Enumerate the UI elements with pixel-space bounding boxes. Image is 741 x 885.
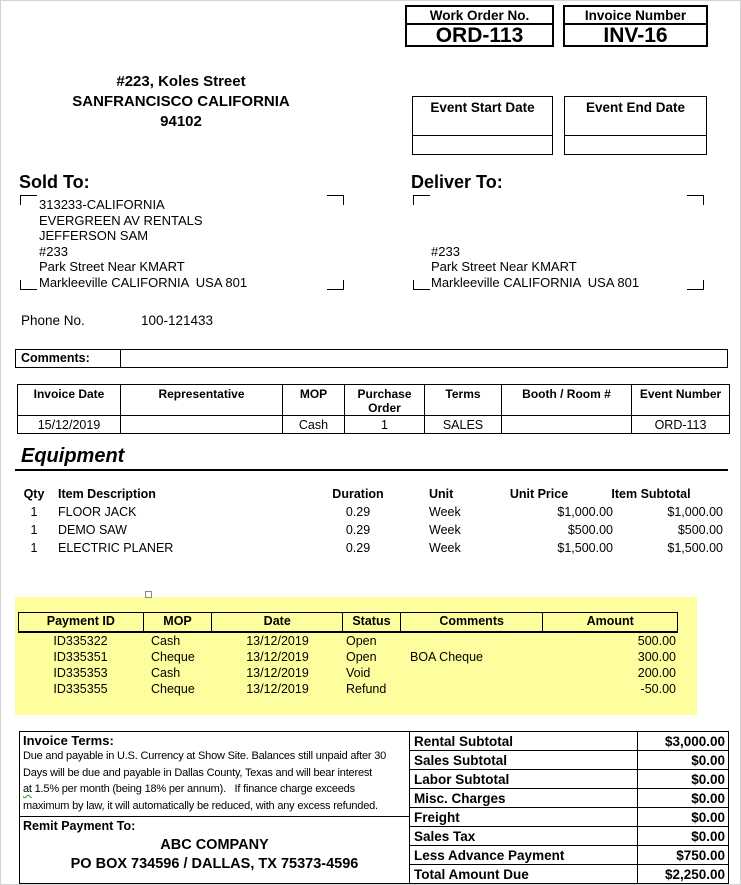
equipment-rule xyxy=(15,469,728,471)
invoice-terms-line xyxy=(23,781,406,798)
equipment-row xyxy=(1,539,741,557)
payment-status: Refund xyxy=(346,682,387,696)
representative-value xyxy=(121,416,283,434)
equipment-unit-price: $1,000.00 xyxy=(557,505,613,519)
remit-company: ABC COMPANY xyxy=(160,837,269,853)
remit-payment-label: Remit Payment To: xyxy=(23,819,136,833)
sold-to-line: Markleeville CALIFORNIA USA 801 xyxy=(39,274,248,290)
total-value: $0.00 xyxy=(637,789,728,807)
total-label: Sales Tax xyxy=(414,828,476,844)
equipment-section-title: Equipment xyxy=(21,445,125,467)
equipment-qty: 1 xyxy=(30,523,38,537)
payment-date: 13/12/2019 xyxy=(246,682,309,696)
remit-payment xyxy=(20,817,409,883)
payment-amount: 500.00 xyxy=(637,634,676,648)
equipment-header-unit-price: Unit Price xyxy=(509,487,569,501)
equipment-unit-price: $1,500.00 xyxy=(557,541,613,555)
equipment-duration: 0.29 xyxy=(345,505,371,519)
phone-label: Phone No. xyxy=(21,313,85,328)
order-info-header: Terms xyxy=(425,385,502,416)
work-order-label: Work Order No. xyxy=(407,7,552,25)
deliver-to-line: Park Street Near KMART xyxy=(431,259,577,274)
event-start-date-label: Event Start Date xyxy=(430,100,535,115)
total-label: Labor Subtotal xyxy=(414,771,510,787)
corner-bracket-icon xyxy=(687,280,704,290)
invoice-terms-title: Invoice Terms: xyxy=(23,733,114,748)
total-value: $750.00 xyxy=(637,846,728,864)
invoice-terms-line-rest: 1.5% per month (being 18% per annum). If finance charge exceeds xyxy=(31,783,355,795)
payment-amount: 200.00 xyxy=(637,666,676,680)
total-row xyxy=(410,732,728,751)
sold-to-line: #233 xyxy=(39,243,68,259)
remit-address: PO BOX 734596 / DALLAS, TX 75373-4596 xyxy=(70,856,359,872)
event-start-date-box xyxy=(412,96,553,155)
equipment-header-duration: Duration xyxy=(332,487,384,501)
payments-header-comments: Comments xyxy=(401,613,544,631)
footer-section xyxy=(19,731,729,884)
payment-comments xyxy=(401,633,544,649)
payment-date: 13/12/2019 xyxy=(246,666,309,680)
order-info-header-row xyxy=(18,385,730,416)
payment-row xyxy=(18,633,678,649)
equipment-item-subtotal: $1,000.00 xyxy=(667,505,723,519)
payment-amount: -50.00 xyxy=(640,682,676,696)
total-label: Total Amount Due xyxy=(414,866,529,882)
work-order-value: ORD-113 xyxy=(435,24,524,47)
corner-bracket-icon xyxy=(687,195,704,205)
payment-row xyxy=(18,681,678,697)
equipment-unit: Week xyxy=(429,541,461,555)
payment-mop: Cash xyxy=(151,634,181,648)
event-end-date-box xyxy=(564,96,707,155)
equipment-row xyxy=(1,521,741,539)
payment-row xyxy=(18,665,678,681)
payment-date: 13/12/2019 xyxy=(246,650,309,664)
payment-id: ID335355 xyxy=(53,682,108,696)
invoice-number-label: Invoice Number xyxy=(565,7,706,25)
order-info-header: Booth / Room # xyxy=(502,385,632,416)
payment-mop: Cash xyxy=(151,666,181,680)
event-end-date-divider xyxy=(565,135,706,136)
totals-table xyxy=(409,731,729,884)
deliver-to-line xyxy=(431,213,639,229)
work-order-box xyxy=(405,5,554,47)
equipment-item-subtotal: $1,500.00 xyxy=(667,541,723,555)
invoice-terms-misspell: at xyxy=(23,783,32,795)
order-info-header: Invoice Date xyxy=(18,385,121,416)
total-value: $3,000.00 xyxy=(637,732,728,750)
invoice-number-value: INV-16 xyxy=(603,24,668,47)
total-label: Less Advance Payment xyxy=(414,847,565,863)
company-address-line2: SANFRANCISCO CALIFORNIA xyxy=(72,93,290,110)
deliver-to-line xyxy=(431,228,639,244)
corner-bracket-icon xyxy=(327,280,344,290)
payment-comments xyxy=(401,665,544,681)
company-address-line3: 94102 xyxy=(160,113,202,130)
equipment-header-qty: Qty xyxy=(23,487,45,501)
total-row xyxy=(410,808,728,827)
empty-checkbox-icon xyxy=(145,591,152,598)
corner-bracket-icon xyxy=(20,195,37,205)
invoice-terms xyxy=(20,732,409,817)
total-label: Misc. Charges xyxy=(414,790,506,806)
company-address-line1: #223, Koles Street xyxy=(116,73,246,90)
payments-rows xyxy=(18,633,678,697)
total-label: Freight xyxy=(414,809,460,825)
invoice-date-value: 15/12/2019 xyxy=(18,416,121,434)
payment-date: 13/12/2019 xyxy=(246,634,309,648)
payments-header-date: Date xyxy=(212,613,343,631)
payment-comments xyxy=(401,681,544,697)
equipment-header-description: Item Description xyxy=(58,487,156,501)
equipment-qty: 1 xyxy=(30,541,38,555)
invoice-terms-line: maximum by law, it will automatically be reduced, with any excess refunded. xyxy=(23,799,378,812)
comments-box xyxy=(15,349,728,368)
payments-header-row xyxy=(18,612,678,633)
booth-room-value xyxy=(502,416,632,434)
event-number-value: ORD-113 xyxy=(632,416,730,434)
purchase-order-value: 1 xyxy=(345,416,425,434)
sold-to-heading: Sold To: xyxy=(19,172,90,192)
order-info-data-row xyxy=(18,416,730,434)
equipment-duration: 0.29 xyxy=(345,523,371,537)
total-row xyxy=(410,789,728,808)
total-value: $0.00 xyxy=(637,751,728,769)
deliver-to-line: #233 xyxy=(431,243,460,259)
order-info-header: MOP xyxy=(283,385,345,416)
deliver-to-line: Markleeville CALIFORNIA USA 801 xyxy=(431,274,640,290)
comments-value xyxy=(121,350,727,367)
equipment-description: DEMO SAW xyxy=(58,523,127,537)
sold-to-line: JEFFERSON SAM xyxy=(39,228,149,243)
phone-value: 100-121433 xyxy=(141,313,214,328)
sold-to-address xyxy=(39,197,247,290)
invoice-terms-line: Due and payable in U.S. Currency at Show Site. Balances still unpaid after 30 xyxy=(23,750,387,762)
payment-status: Open xyxy=(346,650,377,664)
event-end-date-label: Event End Date xyxy=(585,100,686,115)
equipment-unit-price: $500.00 xyxy=(567,523,613,537)
total-row xyxy=(410,751,728,770)
total-row xyxy=(410,770,728,789)
equipment-duration: 0.29 xyxy=(345,541,371,555)
terms-value: SALES xyxy=(425,416,502,434)
total-value: $0.00 xyxy=(637,827,728,845)
payments-header-id: Payment ID xyxy=(19,613,144,631)
payment-row xyxy=(18,649,678,665)
corner-bracket-icon xyxy=(327,195,344,205)
total-row xyxy=(410,865,728,883)
equipment-unit: Week xyxy=(429,505,461,519)
corner-bracket-icon xyxy=(413,195,430,205)
comments-label: Comments: xyxy=(16,350,121,367)
corner-bracket-icon xyxy=(413,280,430,290)
payment-mop: Cheque xyxy=(151,650,195,664)
sold-to-line: EVERGREEN AV RENTALS xyxy=(39,212,203,228)
invoice-terms-line: Days will be due and payable in Dallas County, Texas and will bear interest xyxy=(23,766,373,779)
corner-bracket-icon xyxy=(20,280,37,290)
equipment-header-row xyxy=(1,485,741,503)
order-info-header: Event Number xyxy=(632,385,730,416)
terms-remit-box xyxy=(19,731,409,884)
sold-to-line: Park Street Near KMART xyxy=(39,259,185,274)
payment-mop: Cheque xyxy=(151,682,195,696)
equipment-description: FLOOR JACK xyxy=(58,505,137,519)
equipment-header-item-subtotal: Item Subtotal xyxy=(611,487,691,501)
total-row xyxy=(410,827,728,846)
payments-header-amount: Amount xyxy=(586,614,634,628)
equipment-item-subtotal: $500.00 xyxy=(677,523,723,537)
total-row xyxy=(410,846,728,865)
deliver-to-line xyxy=(431,197,639,213)
mop-value: Cash xyxy=(283,416,345,434)
order-info-header: Representative xyxy=(121,385,283,416)
total-label: Rental Subtotal xyxy=(414,733,514,749)
payment-comments: BOA Cheque xyxy=(410,650,483,664)
sold-to-line: 313233-CALIFORNIA xyxy=(39,197,165,212)
total-value: $0.00 xyxy=(637,770,728,788)
payment-id: ID335353 xyxy=(53,666,108,680)
total-label: Sales Subtotal xyxy=(414,752,508,768)
order-info-table xyxy=(17,384,730,434)
event-start-date-divider xyxy=(413,135,552,136)
company-address xyxy=(21,72,341,132)
payment-id: ID335322 xyxy=(53,634,108,648)
equipment-unit: Week xyxy=(429,523,461,537)
payment-id: ID335351 xyxy=(53,650,108,664)
payment-amount: 300.00 xyxy=(637,650,676,664)
equipment-table xyxy=(1,485,741,557)
equipment-header-unit: Unit xyxy=(429,487,454,501)
deliver-to-address xyxy=(431,197,639,290)
equipment-row xyxy=(1,503,741,521)
payments-header-status: Status xyxy=(343,613,401,631)
equipment-description: ELECTRIC PLANER xyxy=(58,541,174,555)
equipment-qty: 1 xyxy=(30,505,38,519)
payments-header-mop: MOP xyxy=(144,613,213,631)
total-value: $2,250.00 xyxy=(637,865,728,883)
payment-status: Void xyxy=(346,666,371,680)
order-info-header: Purchase Order xyxy=(345,385,425,416)
total-value: $0.00 xyxy=(637,808,728,826)
payment-status: Open xyxy=(346,634,377,648)
invoice-number-box xyxy=(563,5,708,47)
deliver-to-heading: Deliver To: xyxy=(411,172,503,192)
